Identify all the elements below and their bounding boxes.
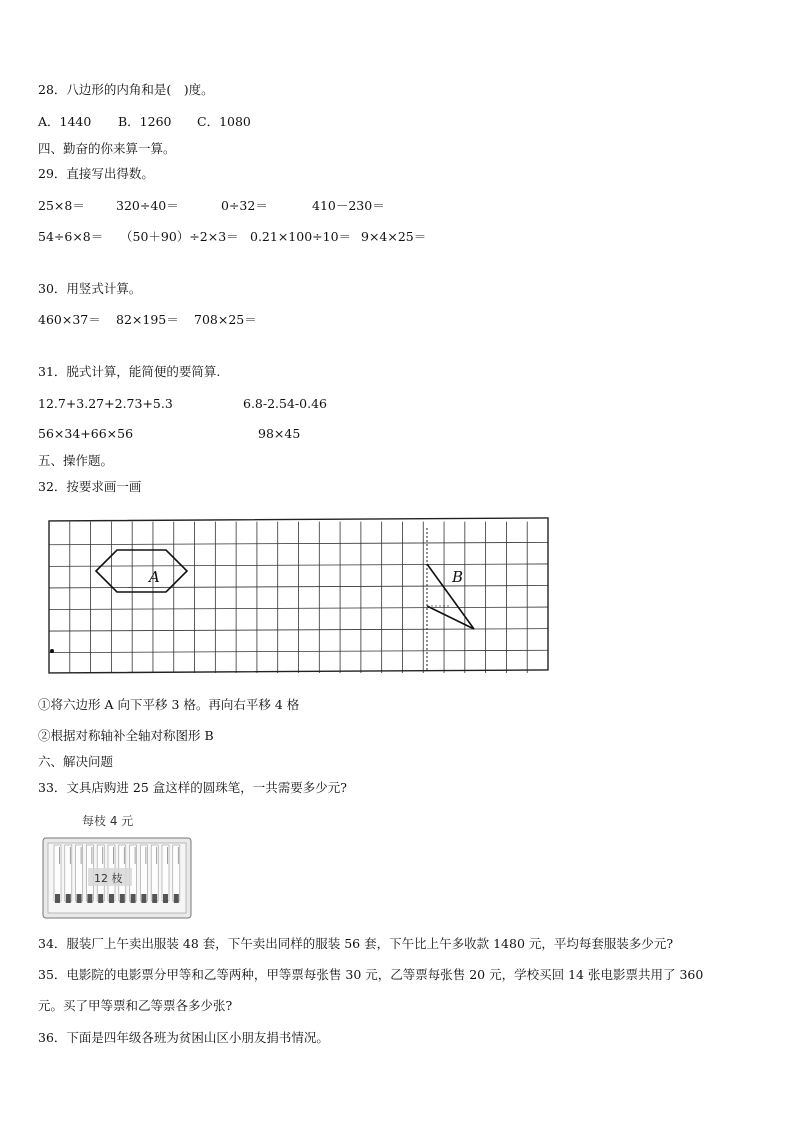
grid-svg (46, 514, 552, 676)
drawing-grid (46, 514, 552, 676)
question-29-stem: 29．直接写出得数。 (38, 166, 154, 181)
pen-tip (131, 894, 136, 903)
q31-item: 6.8-2.54-0.46 (243, 396, 327, 411)
section-5-heading: 五、操作题。 (38, 453, 114, 468)
pen-body (140, 845, 147, 901)
figure-b (427, 564, 474, 629)
pen-tip (55, 894, 60, 903)
q29-item: 54÷6×8＝ (38, 229, 104, 244)
shape-a-label: A (149, 568, 160, 586)
q29-item: 0÷32＝ (221, 198, 268, 213)
pen-body (151, 845, 158, 901)
question-31-stem: 31．脱式计算，能简便的要简算. (38, 364, 221, 379)
question-36: 36．下面是四年级各班为贫困山区小朋友捐书情况。 (38, 1030, 329, 1045)
pen-tip (163, 894, 168, 903)
grid-lines (49, 522, 548, 673)
pen-tip (98, 894, 103, 903)
q29-item: 25×8＝ (38, 198, 85, 213)
pen-body (162, 845, 169, 901)
pen-body (173, 845, 180, 901)
q29-item: 9×4×25＝ (361, 229, 427, 244)
pen-tip (109, 894, 114, 903)
pen-tip (174, 894, 179, 903)
q29-item: 320÷40＝ (116, 198, 179, 213)
q32-task-1: ①将六边形 A 向下平移 3 格。再向右平移 4 格 (38, 697, 300, 712)
q31-item: 98×45 (258, 426, 301, 441)
pen-body (65, 845, 72, 901)
shape-b-label: B (452, 568, 464, 586)
corner-dot (50, 649, 54, 653)
q28-option-b: B．1260 (118, 114, 172, 129)
q30-item: 82×195＝ (116, 312, 179, 327)
pen-tip (120, 894, 125, 903)
pen-body (54, 845, 61, 901)
pen-body (76, 845, 83, 901)
question-33-stem: 33．文具店购进 25 盒这样的圆珠笔，一共需要多少元? (38, 780, 347, 795)
pen-tip (66, 894, 71, 903)
question-35-line-2: 元。买了甲等票和乙等票各多少张? (38, 998, 233, 1013)
q30-item: 708×25＝ (194, 312, 257, 327)
question-30-stem: 30．用竖式计算。 (38, 281, 142, 296)
q31-item: 56×34+66×56 (38, 426, 134, 441)
question-28-stem: 28．八边形的内角和是( )度。 (38, 82, 214, 97)
q28-option-a: A．1440 (38, 114, 92, 129)
question-34: 34．服装厂上午卖出服装 48 套，下午卖出同样的服装 56 套，下午比上午多收款 1480 元，平均每套服装多少元? (38, 936, 674, 951)
section-4-heading: 四、勤奋的你来算一算。 (38, 141, 176, 156)
pen-count-label: 12 枝 (94, 872, 123, 885)
section-6-heading: 六、解决问题 (38, 754, 114, 769)
pen-box-image (42, 812, 192, 920)
question-35-line-1: 35．电影院的电影票分甲等和乙等两种，甲等票每张售 30 元，乙等票每张售 20 元，学校买回 14 张电影票共用了 360 (38, 967, 704, 982)
q29-item: 410－230＝ (312, 198, 385, 213)
q29-item: 0.21×100÷10＝ (250, 229, 352, 244)
q29-item: （50＋90）÷2×3＝ (120, 229, 239, 244)
q30-item: 460×37＝ (38, 312, 101, 327)
q28-option-c: C．1080 (197, 114, 251, 129)
pen-box-svg (42, 812, 192, 920)
pen-tip (152, 894, 157, 903)
pen-tip (87, 894, 92, 903)
pen-tip (141, 894, 146, 903)
pen-tip (77, 894, 82, 903)
pen-price-label: 每枝 4 元 (82, 814, 134, 828)
question-32-stem: 32．按要求画一画 (38, 479, 142, 494)
q32-task-2: ②根据对称轴补全轴对称图形 B (38, 728, 214, 743)
q31-item: 12.7+3.27+2.73+5.3 (38, 396, 173, 411)
